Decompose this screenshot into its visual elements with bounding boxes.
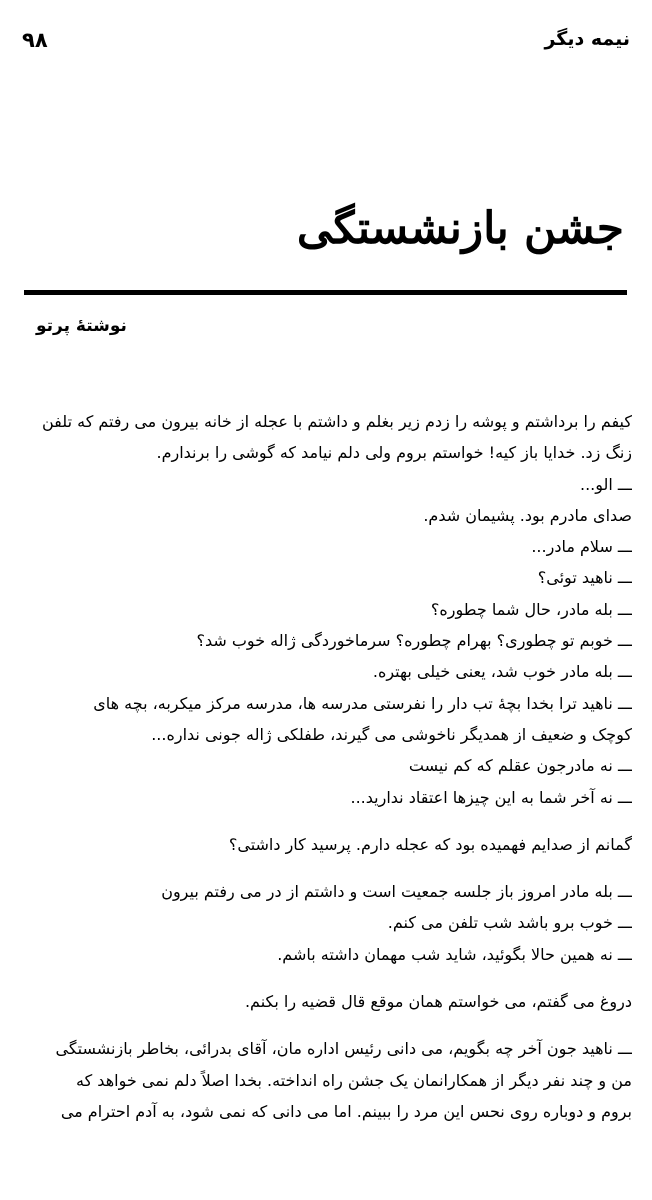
body-line: ـــ ناهید جون آخر چه بگویم، می دانی رئیس اداره مان، آقای بدرائی، بخاطر بازنشستگی bbox=[55, 1039, 632, 1059]
body-line: کیفم را برداشتم و پوشه را زدم زیر بغلم و داشتم با عجله از خانه بیرون می رفتم که تلفن bbox=[42, 412, 632, 431]
paragraph-gap bbox=[20, 813, 632, 829]
body-line: ـــ بله مادر خوب شد، یعنی خیلی بهتره. bbox=[372, 662, 632, 682]
paragraph-gap bbox=[20, 970, 632, 986]
paragraph-gap bbox=[20, 860, 632, 876]
page-header bbox=[22, 28, 630, 54]
body-line: ـــ بله مادر امروز باز جلسه جمعیت است و داشتم از در می رفتم بیرون bbox=[161, 882, 632, 902]
body-line: دروغ می گفتم، می خواستم همان موقع قال قضیه را بکنم. bbox=[244, 992, 632, 1012]
body-line: ـــ ناهید ترا بخدا بچهٔ تب دار را نفرستی مدرسه ها، مدرسه مرکز میکربه، بچه های bbox=[93, 693, 632, 713]
article-title: جشن بازنشستگی bbox=[296, 203, 624, 254]
article-author: نوشتهٔ پرتو bbox=[36, 316, 127, 336]
body-line: ـــ خوبم تو چطوری؟ بهرام چطوره؟ سرماخوردگی ژاله خوب شد؟ bbox=[196, 631, 632, 651]
body-line: بروم و دوباره روی نحس این مرد را ببینم. اما می دانی که نمی شود، به آدم احترام می bbox=[60, 1101, 632, 1121]
journal-name: نیمه دیگر bbox=[544, 28, 630, 50]
body-line: ـــ ناهید توئی؟ bbox=[537, 568, 632, 588]
title-rule bbox=[24, 290, 627, 295]
paragraph-gap bbox=[20, 1017, 632, 1033]
body-line: ـــ خوب برو باشد شب تلفن می کنم. bbox=[387, 913, 632, 933]
body-line: گمانم از صدایم فهمیده بود که عجله دارم. پرسید کار داشتی؟ bbox=[228, 834, 632, 854]
body-line: من و چند نفر دیگر از همکارانمان یک جشن راه انداخته. بخدا اصلاً دلم نمی خواهد که bbox=[76, 1070, 632, 1090]
body-line: ـــ نه آخر شما به این چیزها اعتقاد ندارید... bbox=[350, 787, 632, 807]
body-line: ـــ بله مادر، حال شما چطوره؟ bbox=[430, 599, 632, 619]
body-line: ـــ سلام مادر... bbox=[531, 537, 632, 557]
body-line: صدای مادرم بود. پشیمان شدم. bbox=[423, 505, 632, 525]
article-body bbox=[20, 406, 632, 1127]
page-number: ۹۸ bbox=[22, 28, 48, 52]
body-line: ـــ نه همین حالا بگوئید، شاید شب مهمان داشته باشم. bbox=[277, 944, 632, 964]
body-line: کوچک و ضعیف از همدیگر ناخوشی می گیرند، طفلکی ژاله جونی نداره... bbox=[151, 724, 632, 744]
body-line: ـــ نه مادرجون عقلم که کم نیست bbox=[408, 756, 632, 776]
body-line: زنگ زد. خدایا باز کیه! خواستم بروم ولی دلم نیامد که گوشی را برندارم. bbox=[156, 443, 632, 463]
body-line: ـــ الو... bbox=[580, 474, 632, 494]
